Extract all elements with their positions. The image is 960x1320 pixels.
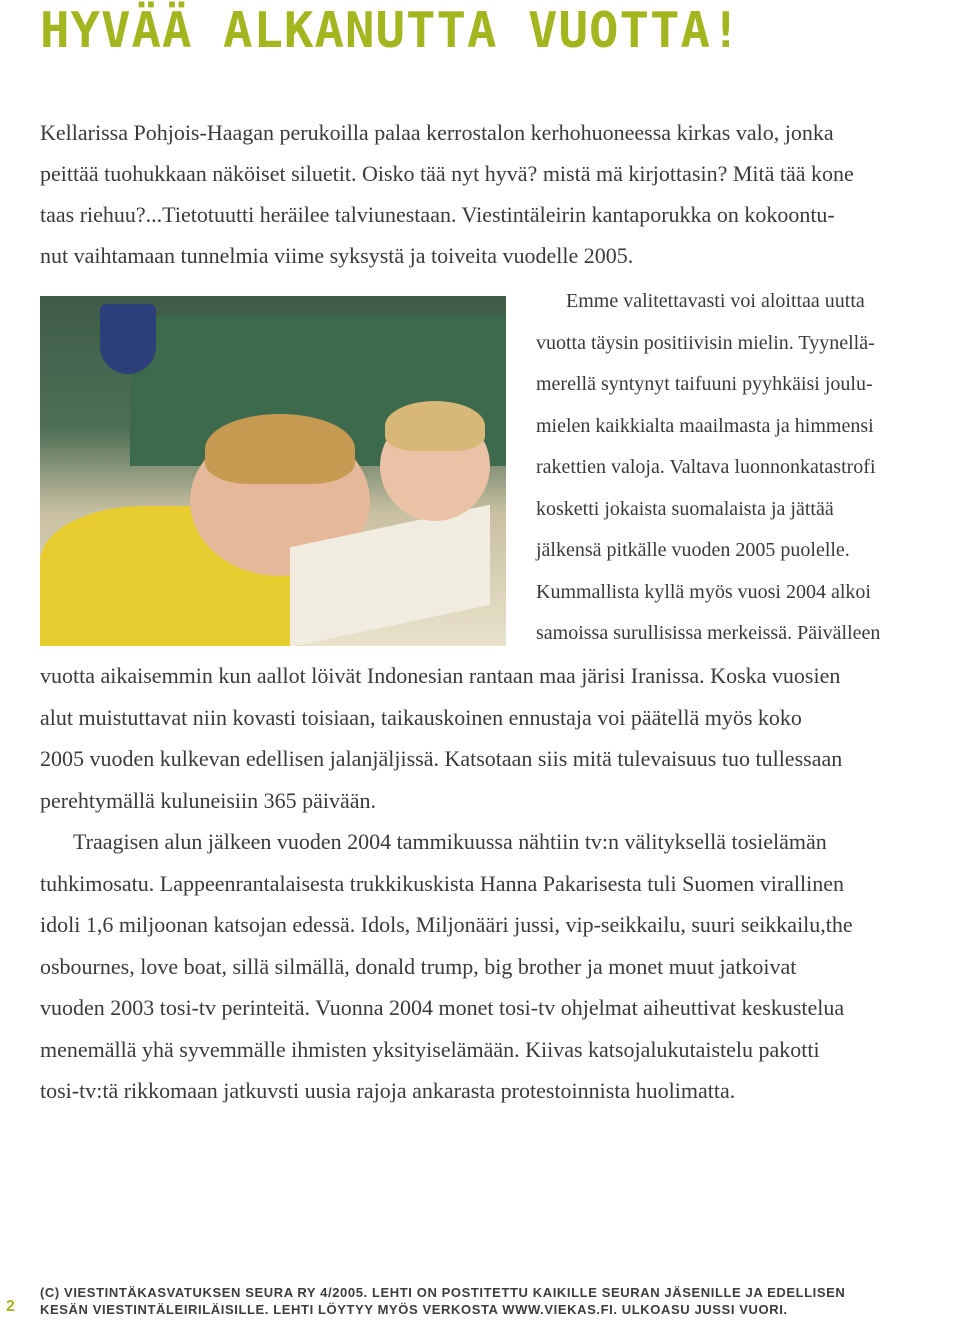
- text-line: tosi-tv:tä rikkomaan jatkuvsti uusia rajoja ankarasta protestoinnista huolimatta.: [40, 1078, 736, 1103]
- text-line: kosketti jokaista suomalaista ja jättää: [536, 497, 834, 520]
- text-line: perehtymällä kuluneisiin 365 päivään.: [40, 787, 377, 813]
- text-line: vuotta aikaisemmin kun aallot löivät Indonesian rantaan maa järisi Iranissa. Koska vuosien: [40, 663, 841, 688]
- body-text: [40, 655, 960, 1112]
- text-line: 2005 vuoden kulkevan edellisen jalanjäljissä. Katsotaan siis mitä tulevaisuus tuo tullessaan: [40, 746, 843, 771]
- footer-line: (C) VIESTINTÄKASVATUKSEN SEURA RY 4/2005. LEHTI ON POSTITETTU KAIKILLE SEURAN JÄSENILLE JA EDELLISEN: [40, 1285, 846, 1300]
- text-line: vuotta täysin positiivisin mielin. Tyynellä-: [536, 331, 875, 354]
- text-line: taas riehuu?...Tietotuutti heräilee talviunestaan. Viestintäleirin kantaporukka on kokoontu-: [40, 202, 835, 227]
- page-title: HYVÄÄ ALKANUTTA VUOTTA!: [40, 2, 742, 59]
- child-hair-shape: [385, 401, 485, 451]
- text-line: Emme valitettavasti voi aloittaa uutta: [566, 290, 865, 312]
- text-line: menemällä yhä syvemmälle ihmisten yksityiselämään. Kiivas katsojalukutaistelu pakotti: [40, 1036, 820, 1062]
- text-line: idoli 1,6 miljoonan katsojan edessä. Idols, Miljonääri jussi, vip-seikkailu, suuri seikkailu,the: [40, 912, 853, 937]
- text-line: nut vaihtamaan tunnelmia viime syksystä ja toiveita vuodelle 2005.: [40, 243, 634, 268]
- page-number: 2: [6, 1298, 15, 1315]
- body-paragraph: [40, 655, 960, 821]
- body-paragraph: [40, 821, 960, 1112]
- footer-line: KESÄN VIESTINTÄLEIRILÄISILLE. LEHTI LÖYTYY MYÖS VERKOSTA WWW.VIEKAS.FI. ULKOASU JUSSI VUORI.: [40, 1302, 788, 1317]
- text-line: Traagisen alun jälkeen vuoden 2004 tammikuussa nähtiin tv:n välityksellä tosielämän: [73, 829, 827, 854]
- text-line: jälkensä pitkälle vuoden 2005 puolelle.: [536, 539, 850, 561]
- text-line: merellä syntynyt taifuuni pyyhkäisi joulu-: [536, 373, 873, 395]
- text-line: samoissa surullisissa merkeissä. Päivälleen: [536, 622, 881, 644]
- side-paragraph: [536, 281, 960, 655]
- text-line: peittää tuohukkaan näköiset siluetit. Oisko tää nyt hyvä? mistä mä kirjottasin? Mitä tää kone: [40, 161, 854, 186]
- text-line: mielen kaikkialta maailmasta ja himmensi: [536, 414, 874, 437]
- classroom-photo: [40, 296, 506, 646]
- child-hair-shape: [205, 414, 355, 484]
- lead-paragraph: [40, 112, 960, 276]
- text-line: Kellarissa Pohjois-Haagan perukoilla palaa kerrostalon kerhohuoneessa kirkas valo, jonka: [40, 120, 834, 145]
- text-line: alut muistuttavat niin kovasti toisiaan, taikauskoinen ennustaja voi päätellä myös koko: [40, 704, 802, 730]
- text-line: Kummallista kyllä myös vuosi 2004 alkoi: [536, 580, 871, 603]
- text-line: rakettien valoja. Valtava luonnonkatastrofi: [536, 456, 876, 478]
- crest-shape: [100, 304, 156, 374]
- text-line: vuoden 2003 tosi-tv perinteitä. Vuonna 2004 monet tosi-tv ohjelmat aiheuttivat keskustelua: [40, 995, 845, 1020]
- text-line: osbournes, love boat, sillä silmällä, donald trump, big brother ja monet muut jatkoivat: [40, 953, 797, 979]
- footer-credits: [40, 1284, 940, 1318]
- text-line: tuhkimosatu. Lappeenrantalaisesta trukkikuskista Hanna Pakarisesta tuli Suomen virallinen: [40, 870, 845, 896]
